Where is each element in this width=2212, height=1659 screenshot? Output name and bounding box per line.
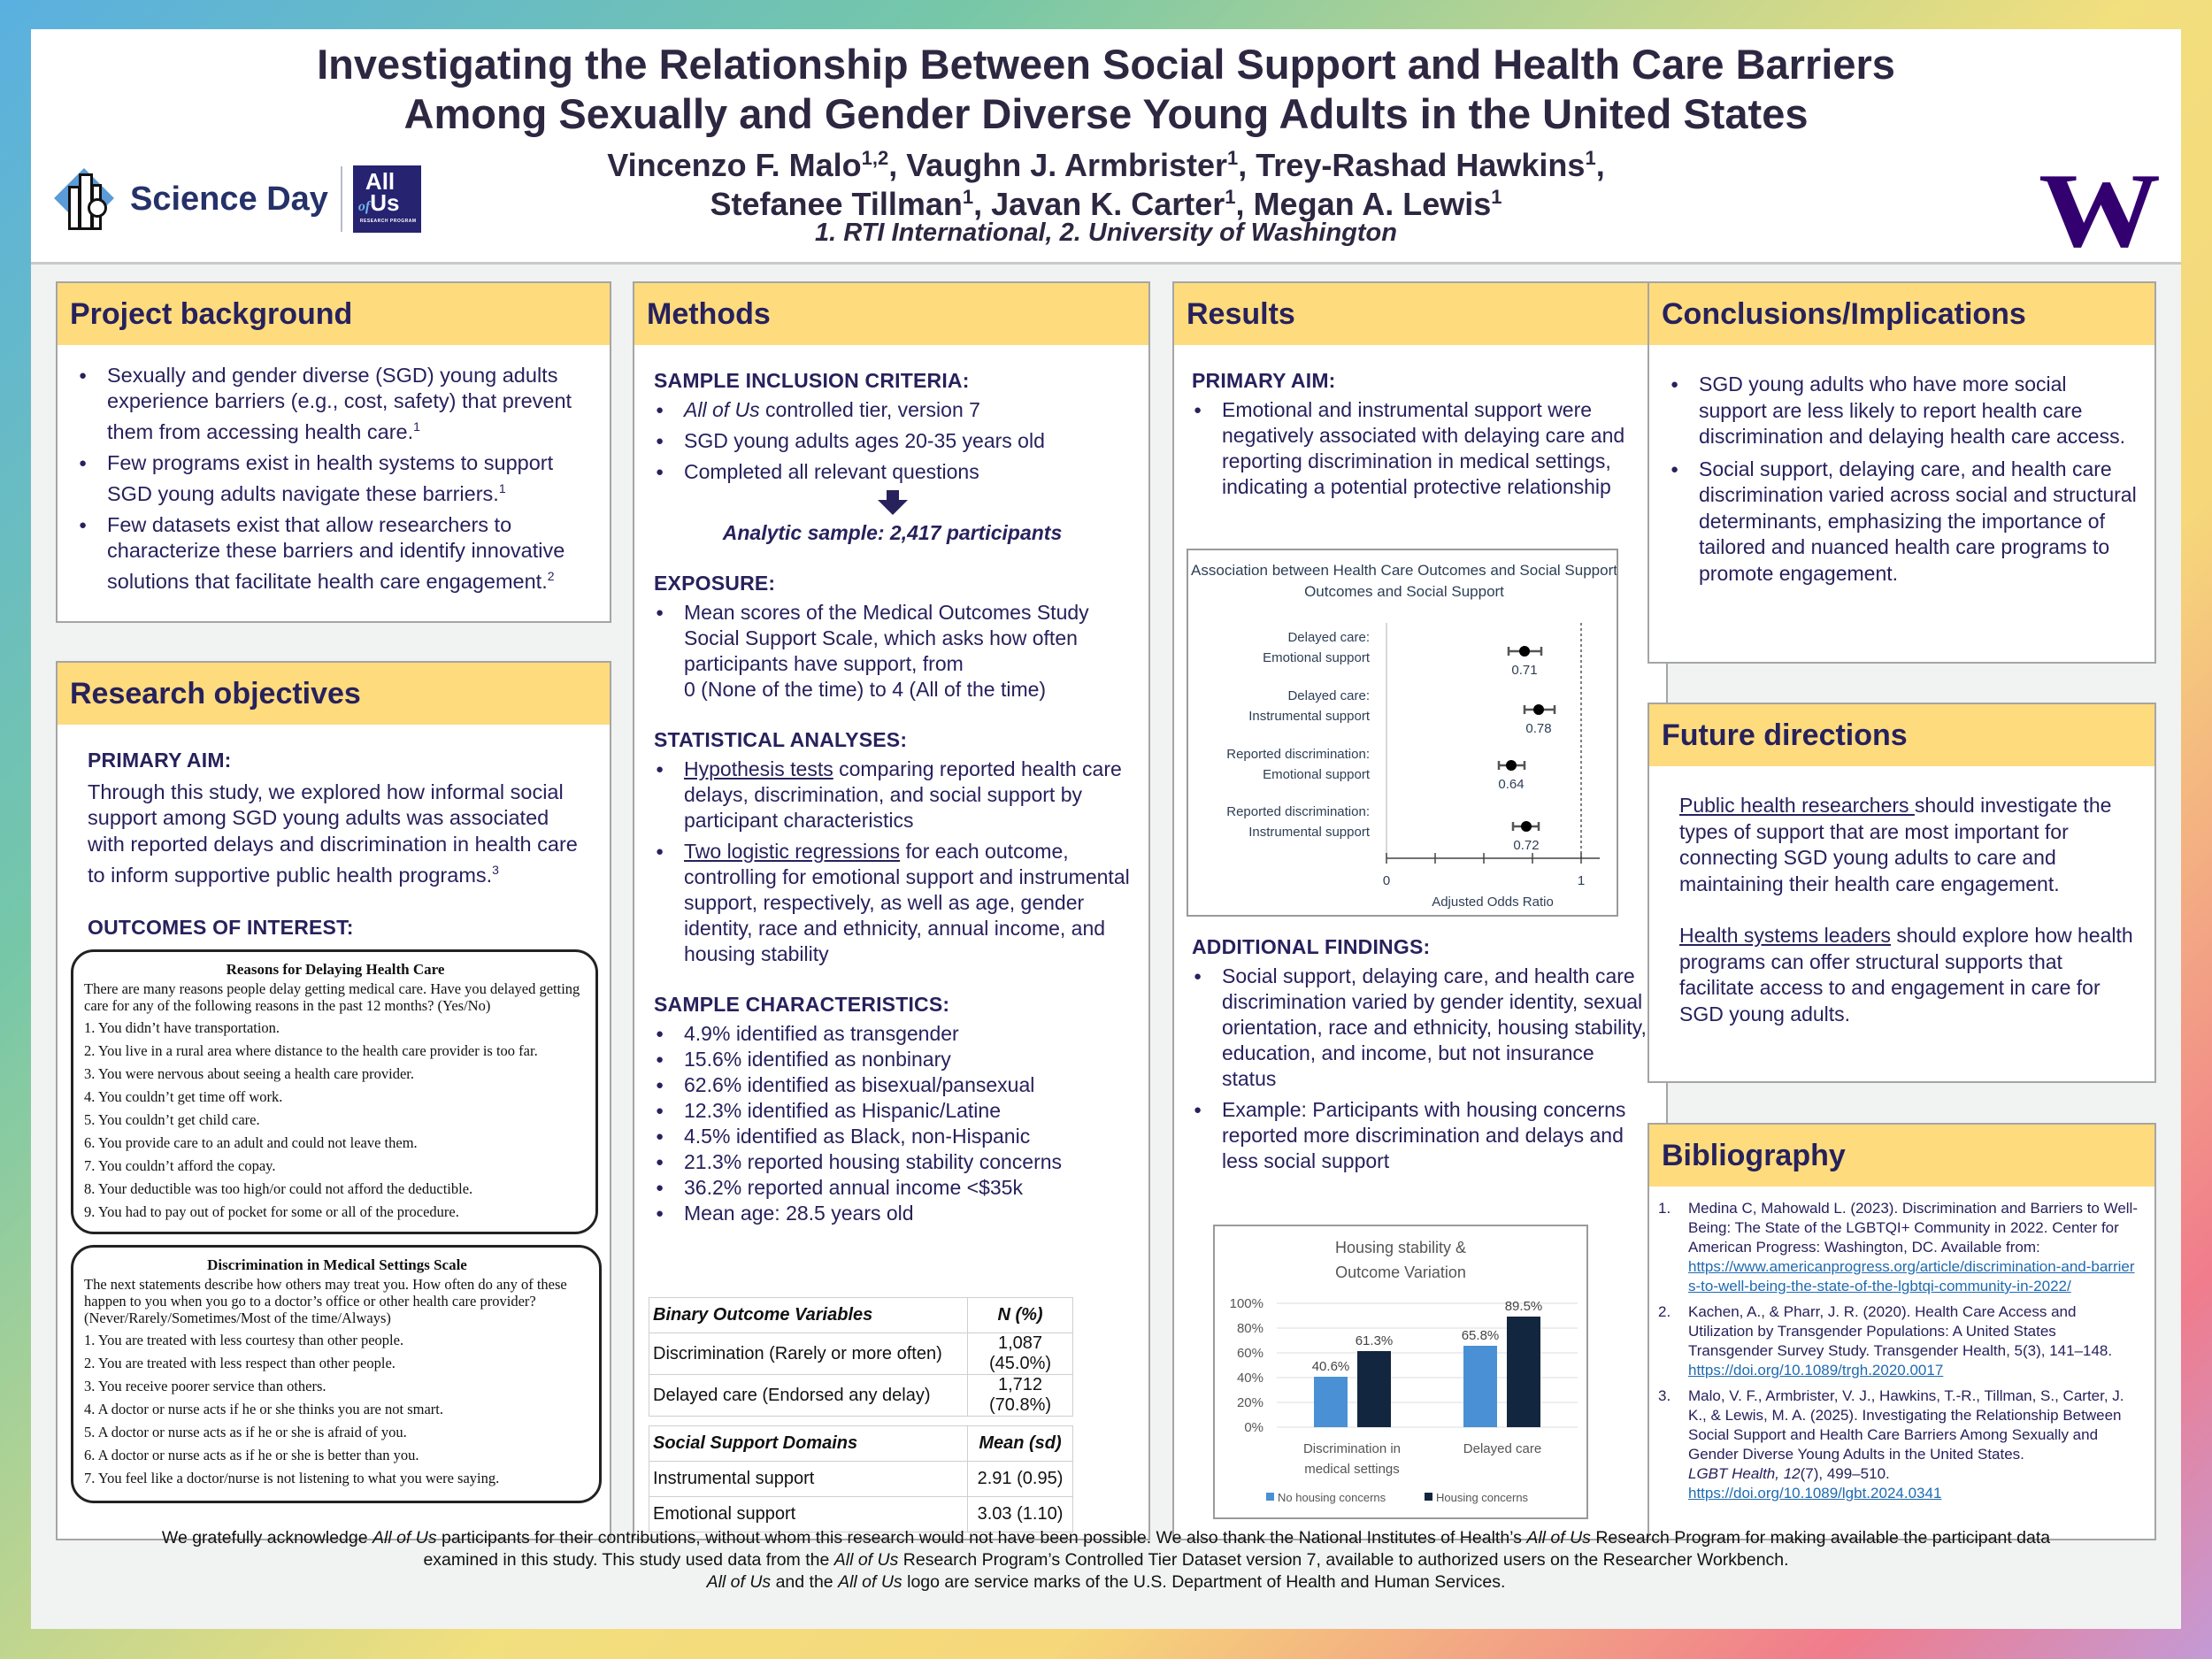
svg-text:100%: 100% <box>1229 1296 1263 1311</box>
table-header: Social Support Domains <box>649 1426 968 1462</box>
panel-title: Results <box>1174 283 1666 345</box>
delay-scale-intro: There are many reasons people delay getting medical care. Have you delayed getting care for any of the following reasons in the past 12 months? (Yes/No) <box>84 980 580 1014</box>
scale-item: 3. You receive poorer service than others. <box>84 1378 326 1394</box>
author-name: Javan K. Carter <box>991 186 1225 222</box>
svg-text:Housing concerns: Housing concerns <box>1436 1491 1529 1504</box>
uw-logo: W <box>2039 151 2161 269</box>
down-arrow-icon <box>654 490 1131 515</box>
panel-bibliography <box>1647 1123 2156 1540</box>
additional-findings-list <box>1192 964 1654 1174</box>
svg-text:Reported discrimination:: Reported discrimination: <box>1226 747 1370 762</box>
table-cell: Instrumental support <box>649 1462 968 1497</box>
inclusion-heading: SAMPLE INCLUSION CRITERIA: <box>654 369 970 392</box>
all-of-us-logo <box>353 165 421 233</box>
list-item: ● Mean age: 28.5 years old <box>654 1201 1131 1226</box>
list-item: ● All of Us controlled tier, version 7 <box>654 397 1131 423</box>
results-aim-list <box>1192 397 1654 500</box>
author-affiliation: 1 <box>1227 147 1239 169</box>
list-item: ● Emotional and instrumental support were negatively associated with delaying care and reporting discrimination in medical settings, indicating a potential protective relationship <box>1192 397 1654 500</box>
svg-text:Instrumental support: Instrumental support <box>1248 825 1370 840</box>
svg-text:89.5%: 89.5% <box>1504 1299 1543 1314</box>
panel-title: Research objectives <box>58 663 610 725</box>
panel-title: Future directions <box>1649 704 2154 766</box>
conclusions-list <box>1669 372 2137 587</box>
list-item: ● Few datasets exist that allow researchers to characterize these barriers and identify innovative solutions that facilitate health care engagement.$^2$ <box>77 512 590 595</box>
list-item: ● Two logistic regressions for each outcome, controlling for emotional support and instrumental support, respectively, as well as age, gender identity, race and ethnicity, annual income, and housing stability <box>654 839 1131 967</box>
table-cell: 3.03 (1.10) <box>968 1497 1073 1532</box>
table-header: Binary Outcome Variables <box>649 1298 968 1333</box>
svg-text:Outcome Variation: Outcome Variation <box>1335 1263 1466 1281</box>
table-cell: 1,087 (45.0%) <box>968 1333 1073 1375</box>
table-cell: 2.91 (0.95) <box>968 1462 1073 1497</box>
background-list <box>77 363 590 594</box>
svg-text:0.72: 0.72 <box>1513 838 1540 853</box>
table-header-row <box>649 1426 1073 1462</box>
additional-findings-heading: ADDITIONAL FINDINGS: <box>1192 935 1431 958</box>
characteristics-heading: SAMPLE CHARACTERISTICS: <box>654 993 950 1016</box>
scale-item: 7. You couldn’t afford the copay. <box>84 1157 276 1174</box>
panel-future-directions <box>1647 703 2156 1083</box>
list-item: ● Few programs exist in health systems to support SGD young adults navigate these barriers.$^1$ <box>77 450 590 507</box>
table-cell: Delayed care (Endorsed any delay) <box>649 1375 968 1417</box>
author-affiliation: 1 <box>962 186 974 208</box>
svg-text:Delayed care:: Delayed care: <box>1287 630 1370 645</box>
separator: , <box>1595 147 1605 183</box>
list-item: ● 36.2% reported annual income <$35k <box>654 1175 1131 1201</box>
scale-item: 2. You live in a rural area where distance to the health care provider is too far. <box>84 1042 538 1059</box>
panel-title: Methods <box>634 283 1148 345</box>
scale-item: 5. A doctor or nurse acts as if he or she is afraid of you. <box>84 1424 407 1440</box>
exposure-list <box>654 600 1131 703</box>
table-cell: Discrimination (Rarely or more often) <box>649 1333 968 1375</box>
housing-bar-chart <box>1213 1225 1588 1519</box>
logo-tagline: RESEARCH PROGRAM <box>359 219 417 224</box>
inclusion-list <box>654 397 1131 485</box>
svg-text:65.8%: 65.8% <box>1461 1328 1500 1343</box>
scale-item: 6. A doctor or nurse acts as if he or she is better than you. <box>84 1447 419 1463</box>
panel-results <box>1172 281 1668 1540</box>
reference-item: 1. Medina C, Mahowald L. (2023). Discrimination and Barriers to Well-Being: The State of the LGBTQI+ Community in 2022. Center for American Progress: Washington, DC. Available from: https://www.americanprogress.org/article/discrimination-and-barriers-to-well-being-the-state-of-the-lgbtqi-community-in-2022/ <box>1658 1200 2138 1294</box>
discrimination-scale-intro: The next statements describe how others may treat you. How often do any of these happen to you when you go to a doctor’s office or other health care provider? (Never/Rarely/Sometimes/Most of the time/Always) <box>84 1276 567 1326</box>
poster-title-line1: Investigating the Relationship Between Social Support and Health Care Barriers <box>317 41 1895 88</box>
svg-text:Emotional support: Emotional support <box>1263 767 1370 782</box>
outcomes-heading: OUTCOMES OF INTEREST: <box>88 916 354 940</box>
separator: , <box>1238 147 1256 183</box>
future-paragraph-2: Health systems leaders should explore how health programs can offer structural supports that facilitate access to and engagement in care for SGD young adults. <box>1679 924 2133 1025</box>
table-header-row <box>649 1298 1073 1333</box>
reference-link[interactable]: https://doi.org/10.1089/lgbt.2024.0341 <box>1688 1485 1942 1502</box>
scale-item: 9. You had to pay out of pocket for some or all of the procedure. <box>84 1203 459 1220</box>
science-day-label: Science Day <box>130 180 328 218</box>
author-name: Stefanee Tillman <box>710 186 963 222</box>
list-item: ● SGD young adults who have more social support are less likely to report health care discrimination and delaying health care access. <box>1669 372 2137 450</box>
panel-title: Conclusions/Implications <box>1649 283 2154 345</box>
list-item: ● 62.6% identified as bisexual/pansexual <box>654 1072 1131 1098</box>
list-item: ● 21.3% reported housing stability concerns <box>654 1149 1131 1175</box>
svg-text:60%: 60% <box>1236 1346 1263 1361</box>
svg-text:20%: 20% <box>1236 1395 1263 1410</box>
scale-item: 4. You couldn’t get time off work. <box>84 1088 283 1105</box>
list-item: ● Social support, delaying care, and health care discrimination varied across social and structural determinants, emphasizing the importance of tailored and nuanced health care programs to promote engagement. <box>1669 457 2137 588</box>
svg-text:Housing stability &: Housing stability & <box>1334 1239 1467 1256</box>
svg-text:1: 1 <box>1577 873 1586 888</box>
panel-project-background <box>56 281 611 623</box>
reference-item: 2. Kachen, A., & Pharr, J. R. (2020). Health Care Access and Utilization by Transgender Populations: A United States Transgender Survey Study. Transgender Health, 5(3), 141–148. https://doi.org/10.1089/trgh.2020.0017 <box>1658 1303 2113 1379</box>
separator: , <box>888 147 907 183</box>
primary-aim-text: Through this study, we explored how informal social support among SGD young adults was associated with reported delays and discrimination in health care to inform supportive public health programs.$^3$ <box>88 780 578 887</box>
affiliations: 1. RTI International, 2. University of Washington <box>815 219 1397 247</box>
scale-item: 6. You provide care to an adult and could not leave them. <box>84 1134 418 1151</box>
author-name: Vincenzo F. Malo <box>607 147 862 183</box>
poster <box>31 29 2181 1629</box>
table-cell: 1,712 (70.8%) <box>968 1375 1073 1417</box>
svg-text:Reported discrimination:: Reported discrimination: <box>1226 804 1370 819</box>
discrimination-scale-title: Discrimination in Medical Settings Scale <box>207 1256 467 1273</box>
author-name: Trey-Rashad Hawkins <box>1256 147 1586 183</box>
results-aim-heading: PRIMARY AIM: <box>1192 369 1336 392</box>
author-affiliation: 1,2 <box>861 147 889 169</box>
table-row <box>649 1333 1073 1375</box>
science-day-logo <box>61 165 421 234</box>
list-item: ● Mean scores of the Medical Outcomes Study Social Support Scale, which asks how often participants have support, from 0 (None of the time) to 4 (All of the time) <box>654 600 1131 703</box>
delay-scale-box <box>71 949 598 1234</box>
logo-text <box>357 189 400 218</box>
svg-text:40%: 40% <box>1236 1371 1263 1386</box>
svg-text:Adjusted Odds Ratio: Adjusted Odds Ratio <box>1432 895 1554 910</box>
list-item: ● 4.9% identified as transgender <box>654 1021 1131 1047</box>
list-item: ● Social support, delaying care, and health care discrimination varied by gender identity, sexual orientation, race and ethnicity, housing stability, education, and income, but not insurance status <box>1192 964 1654 1092</box>
svg-text:40.6%: 40.6% <box>1311 1359 1350 1374</box>
poster-header <box>31 29 2181 269</box>
svg-text:80%: 80% <box>1236 1321 1263 1336</box>
svg-text:Delayed care: Delayed care <box>1463 1441 1542 1456</box>
list-item: ● 15.6% identified as nonbinary <box>654 1047 1131 1072</box>
table-header: N (%) <box>968 1298 1073 1333</box>
future-paragraph-1: Public health researchers should investigate the types of support that are most important for connecting SGD young adults to care and maintaining their health care engagement. <box>1679 794 2112 895</box>
reference-link[interactable]: https://www.americanprogress.org/article/discrimination-and-barriers-to-well-being-the-state-of-the-lgbtqi-community-in-2022/ <box>1688 1258 2135 1294</box>
svg-text:Outcomes and Social Support: Outcomes and Social Support <box>1304 583 1504 600</box>
social-support-table <box>649 1425 1073 1532</box>
svg-text:Discrimination in: Discrimination in <box>1302 1441 1402 1456</box>
analytic-sample: Analytic sample: 2,417 participants <box>722 521 1063 544</box>
scale-item: 2. You are treated with less respect than other people. <box>84 1355 396 1371</box>
primary-aim-heading: PRIMARY AIM: <box>88 749 232 772</box>
author-affiliation: 1 <box>1585 147 1596 169</box>
author-name: Megan A. Lewis <box>1253 186 1492 222</box>
scale-item: 4. A doctor or nurse acts if he or she thinks you are not smart. <box>84 1401 443 1417</box>
list-item: ● SGD young adults ages 20-35 years old <box>654 428 1131 454</box>
scale-item: 7. You feel like a doctor/nurse is not listening to what you were saying. <box>84 1470 500 1486</box>
svg-text:0%: 0% <box>1244 1420 1263 1435</box>
svg-text:0: 0 <box>1382 873 1391 888</box>
svg-text:Emotional support: Emotional support <box>1263 650 1370 665</box>
author-affiliation: 1 <box>1225 186 1236 208</box>
svg-text:No housing concerns: No housing concerns <box>1278 1491 1386 1504</box>
discrimination-scale-box <box>71 1245 602 1503</box>
table-row <box>649 1375 1073 1417</box>
svg-text:0.71: 0.71 <box>1511 663 1538 678</box>
svg-text:Instrumental support: Instrumental support <box>1248 709 1370 724</box>
reference-item: 3. Malo, V. F., Armbrister, V. J., Hawkins, T.-R., Tillman, S., Carter, J. K., & Lewis, M. A. (2025). Investigating the Relationship Between Social Support and Health Care Barriers Among Sexually and Gender Diverse Young Adults in the United States. LGBT Health, 12(7), 499–510. https://doi.org/10.1089/lgbt.2024.0341 <box>1658 1387 2124 1502</box>
characteristics-list <box>654 1021 1131 1226</box>
logo-divider <box>341 166 342 232</box>
reference-link[interactable]: https://doi.org/10.1089/trgh.2020.0017 <box>1688 1362 1944 1379</box>
panel-methods <box>633 281 1150 1540</box>
table-row <box>649 1462 1073 1497</box>
list-item: ● Hypothesis tests comparing reported health care delays, discrimination, and social support by participant characteristics <box>654 757 1131 833</box>
stats-list <box>654 757 1131 967</box>
poster-title-line2: Among Sexually and Gender Diverse Young Adults in the United States <box>403 90 1809 137</box>
scale-item: 1. You are treated with less courtesy than other people. <box>84 1332 404 1348</box>
logo-text-of: of <box>357 199 371 214</box>
logo-text: All <box>365 168 396 195</box>
scale-item: 3. You were nervous about seeing a health care provider. <box>84 1065 414 1082</box>
list-item: ● Completed all relevant questions <box>654 459 1131 485</box>
table-header: Mean (sd) <box>968 1426 1073 1462</box>
reference-list <box>1658 1199 2142 1503</box>
acknowledgment: We gratefully acknowledge All of Us participants for their contributions, without whom this research would not have been possible. We also thank the National Institutes of Health’s All of Us Research Program for making available the participant data examined in this study. This study used data from the All of Us Research Program’s Controlled Tier Dataset version 7, available to authorized users on the Researcher Workbench. All of Us and the All of Us logo are service marks of the U.S. Department of Health and Human Services. <box>161 1528 2051 1592</box>
scale-item: 5. You couldn’t get child care. <box>84 1111 260 1128</box>
panel-conclusions <box>1647 281 2156 664</box>
author-name: Vaughn J. Armbrister <box>906 147 1228 183</box>
panel-title: Bibliography <box>1649 1125 2154 1187</box>
separator: , <box>1235 186 1254 222</box>
panel-title: Project background <box>58 283 610 345</box>
list-item: ● 4.5% identified as Black, non-Hispanic <box>654 1124 1131 1149</box>
scale-item: 8. Your deductible was too high/or could not afford the deductible. <box>84 1180 473 1197</box>
svg-text:0.64: 0.64 <box>1498 777 1525 792</box>
exposure-heading: EXPOSURE: <box>654 572 776 595</box>
list-item: ● Example: Participants with housing concerns reported more discrimination and delays and less social support <box>1192 1097 1654 1174</box>
table-cell: Emotional support <box>649 1497 968 1532</box>
stats-heading: STATISTICAL ANALYSES: <box>654 728 908 751</box>
logo-text-us: Us <box>370 189 400 216</box>
forest-plot <box>1187 549 1618 917</box>
chart-title: Association between Health Care Outcomes and Social Support <box>1191 562 1617 579</box>
svg-text:61.3%: 61.3% <box>1355 1333 1394 1348</box>
author-affiliation: 1 <box>1491 186 1502 208</box>
books-magnifier-icon <box>61 165 116 234</box>
svg-text:medical settings: medical settings <box>1304 1462 1400 1477</box>
svg-text:0.78: 0.78 <box>1525 721 1552 736</box>
svg-text:Delayed care:: Delayed care: <box>1287 688 1370 703</box>
list-item: ● Sexually and gender diverse (SGD) young adults experience barriers (e.g., cost, safety) that prevent them from accessing health care.$^1$ <box>77 363 590 445</box>
delay-scale-title: Reasons for Delaying Health Care <box>226 961 445 978</box>
binary-outcomes-table <box>649 1297 1073 1417</box>
separator: , <box>973 186 992 222</box>
scale-item: 1. You didn’t have transportation. <box>84 1019 280 1036</box>
list-item: ● 12.3% identified as Hispanic/Latine <box>654 1098 1131 1124</box>
